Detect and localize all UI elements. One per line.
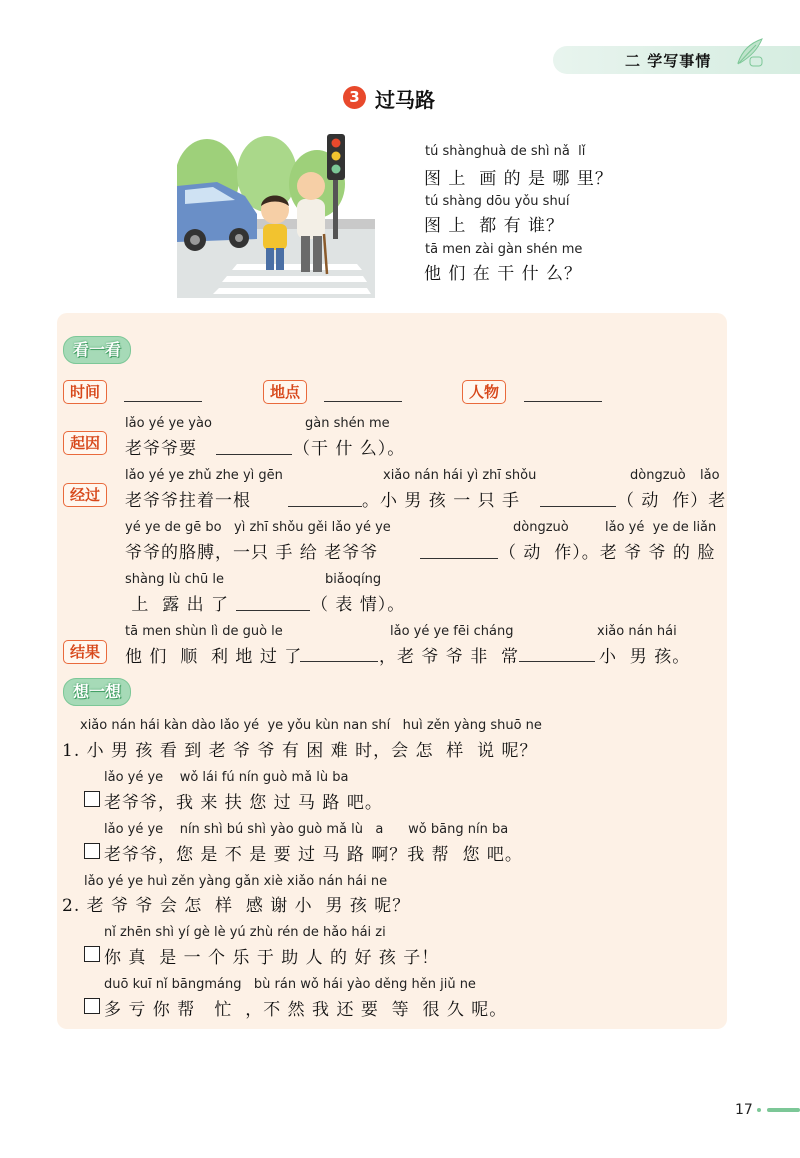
feather-pen-icon xyxy=(732,37,768,69)
process-l2-pinyin-2: dòngzuò xyxy=(513,520,569,535)
result-blank-1[interactable] xyxy=(300,661,378,662)
process-l1-pinyin-1: lǎo yé ye zhǔ zhe yì gēn xyxy=(125,468,283,483)
footer-bar xyxy=(767,1108,800,1112)
process-l2-pinyin-3: lǎo yé ye de liǎn xyxy=(605,520,717,535)
process-l2-pinyin-1: yé ye de gē bo yì zhī shǒu gěi lǎo yé ye xyxy=(125,520,391,535)
think-q1-opt2-pinyin: lǎo yé ye nín shì bú shì yào guò mǎ lù a wǒ bāng nín ba xyxy=(104,822,509,837)
think-q2-text: 2. 老 爷 爷 会 怎 样 感 谢 小 男 孩 呢？ xyxy=(62,896,411,916)
process-l1-text-2: 。小 男 孩 一 只 手 xyxy=(362,491,521,511)
think-q2-opt1-checkbox[interactable] xyxy=(84,946,100,962)
process-l1-text-1: 老爷爷拄着一根 xyxy=(125,491,251,511)
section-title: 二 学写事情 xyxy=(625,52,712,70)
process-l2-text-2: （ 动 作）。老 爷 爷 的 脸 xyxy=(499,543,716,563)
process-l2-text-1: 爷爷的胳膊，一只 手 给 老爷爷 xyxy=(125,543,379,563)
think-q2-pinyin: lǎo yé ye huì zěn yàng gǎn xiè xiǎo nán hái ne xyxy=(84,874,388,889)
time-blank[interactable] xyxy=(124,401,202,402)
question-3-pinyin: tā men zài gàn shén me xyxy=(425,242,583,257)
process-l3-text-1: 上 露 出 了 xyxy=(125,595,230,615)
think-q2-opt2-text: 多 亏 你 帮 忙 ，不 然 我 还 要 等 很 久 呢。 xyxy=(104,1000,508,1020)
think-q2-opt1-text: 你 真 是 一 个 乐 于 助 人 的 好 孩 子！ xyxy=(104,948,440,968)
process-l1-text-3: （ 动 作）老 xyxy=(617,491,727,511)
cause-text-2: （干 什 么）。 xyxy=(293,439,406,459)
think-q1-pinyin: xiǎo nán hái kàn dào lǎo yé ye yǒu kùn nan shí huì zěn yàng shuō ne xyxy=(80,718,542,733)
question-2-pinyin: tú shàng dōu yǒu shuí xyxy=(425,194,570,209)
think-q2-opt1-pinyin: nǐ zhēn shì yí gè lè yú zhù rén de hǎo hái zi xyxy=(104,925,386,940)
result-label: 结果 xyxy=(63,640,107,664)
cause-text-1: 老爷爷要 xyxy=(125,439,197,459)
process-l1-pinyin-2: xiǎo nán hái yì zhī shǒu xyxy=(383,468,537,483)
time-label: 时间 xyxy=(63,380,107,404)
think-q1-text: 1. 小 男 孩 看 到 老 爷 爷 有 困 难 时，会 怎 样 说 呢？ xyxy=(62,741,538,761)
process-blank-3[interactable] xyxy=(420,558,498,559)
think-section-tag: 想一想 xyxy=(63,678,131,706)
result-pinyin-2: lǎo yé ye fēi cháng xyxy=(390,624,514,639)
question-1-text: 图 上 画 的 是 哪 里？ xyxy=(424,169,613,189)
people-label: 人物 xyxy=(462,380,506,404)
process-l3-pinyin-1: shàng lù chū le xyxy=(125,572,224,587)
cause-pinyin-2: gàn shén me xyxy=(305,416,390,431)
lesson-number-badge: 3 xyxy=(343,86,366,109)
result-pinyin-3: xiǎo nán hái xyxy=(597,624,677,639)
result-text-1: 他 们 顺 利 地 过 了 xyxy=(125,647,303,667)
process-blank-1[interactable] xyxy=(288,506,362,507)
cause-pinyin-1: lǎo yé ye yào xyxy=(125,416,212,431)
process-label: 经过 xyxy=(63,483,107,507)
people-blank[interactable] xyxy=(524,401,602,402)
cause-label: 起因 xyxy=(63,431,107,455)
cause-blank[interactable] xyxy=(216,454,292,455)
think-q1-opt2-text: 老爷爷，您 是 不 是 要 过 马 路 啊？我 帮 您 吧。 xyxy=(104,845,523,865)
result-text-3: 小 男 孩。 xyxy=(599,647,691,667)
result-blank-2[interactable] xyxy=(519,661,595,662)
process-l3-pinyin-2: biǎoqíng xyxy=(325,572,382,587)
process-blank-2[interactable] xyxy=(540,506,616,507)
crosswalk-scene-illustration xyxy=(177,124,375,298)
process-l3-text-2: （ 表 情）。 xyxy=(311,595,406,615)
question-3-text: 他 们 在 干 什 么？ xyxy=(424,264,583,284)
result-text-2: ，老 爷 爷 非 常 xyxy=(379,647,520,667)
place-label: 地点 xyxy=(263,380,307,404)
process-blank-4[interactable] xyxy=(236,610,310,611)
think-q2-opt2-checkbox[interactable] xyxy=(84,998,100,1014)
place-blank[interactable] xyxy=(324,401,402,402)
look-section-tag: 看一看 xyxy=(63,336,131,364)
result-pinyin-1: tā men shùn lì de guò le xyxy=(125,624,283,639)
think-q2-opt2-pinyin: duō kuī nǐ bāngmáng bù rán wǒ hái yào děng hěn jiǔ ne xyxy=(104,977,476,992)
question-1-pinyin: tú shànghuà de shì nǎ lǐ xyxy=(425,144,586,159)
process-l1-pinyin-4: lǎo xyxy=(700,468,720,483)
lesson-title: 过马路 xyxy=(375,88,435,112)
footer-dot xyxy=(757,1108,761,1112)
think-q1-opt2-checkbox[interactable] xyxy=(84,843,100,859)
think-q1-opt1-text: 老爷爷，我 来 扶 您 过 马 路 吧。 xyxy=(104,793,383,813)
page-number: 17 xyxy=(735,1102,753,1118)
think-q1-opt1-pinyin: lǎo yé ye wǒ lái fú nín guò mǎ lù ba xyxy=(104,770,349,785)
process-l1-pinyin-3: dòngzuò xyxy=(630,468,686,483)
think-q1-opt1-checkbox[interactable] xyxy=(84,791,100,807)
question-2-text: 图 上 都 有 谁？ xyxy=(424,216,565,236)
